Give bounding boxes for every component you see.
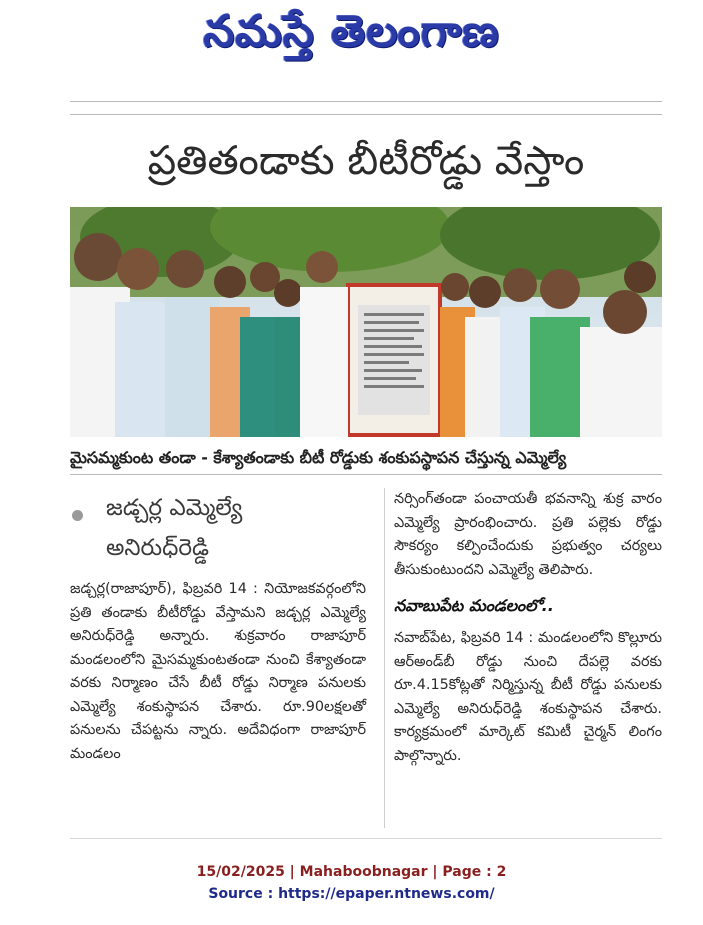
article-paragraph: నవాబ్‌పేట, ఫిబ్రవరి 14 : మండలంలోని కొల్లూరు ఆర్అండ్‌బీ రోడ్డు నుంచి దేపల్లె వరకు రూ.4.15కోట్లతో నిర్మిస్తున్న బీటీ రోడ్డు పనులకు ఎమ్మెల్యే అనిరుధ్‌రెడ్డి శంకుస్థాపన చేశారు. కార్యక్రమంలో మార్కెట్ కమిటీ చైర్మన్ లింగం పాల్గొన్నారు. (394, 630, 662, 764)
masthead (0, 0, 703, 80)
photo-caption: మైసమ్మకుంట తండా - కేశ్యాతండాకు బీటీ రోడ్డుకు శంకుపస్థాపన చేస్తున్న ఎమ్మెల్యే (70, 448, 567, 467)
footer-source-line: Source : https://epaper.ntnews.com/ (208, 886, 495, 902)
article-photo (70, 207, 662, 437)
column-divider (384, 488, 385, 828)
section-subhead: నవాబుపేట మండలంలో.. (394, 596, 554, 615)
article-paragraph: నర్సింగ్‌తండా పంచాయతీ భవనాన్ని శుక్ర వారం ఎమ్మెల్యే ప్రారంభించారు. ప్రతి పల్లెకు రోడ్డు సౌకర్యం కల్పించేందుకు ప్రభుత్వం చర్యలు తీసుకుంటుందని ఎమ్మెల్యే తెలిపారు. (394, 491, 662, 578)
footer-date-line: 15/02/2025 | Mahaboobnagar | Page : 2 (196, 864, 507, 880)
article-headline: ప్రతితండాకు బీటీరోడ్డు వేస్తాం (147, 138, 585, 184)
column-right (394, 488, 662, 768)
article-paragraph: జడ్చర్ల(రాజాపూర్), ఫిబ్రవరి 14 : నియోజకవర్గంలోని ప్రతి తండాకు బీటీరోడ్డు వేస్తామని జడ్చర్ల ఎమ్మెల్యే అనిరుధ్‌రెడ్డి అన్నారు. శుక్రవారం రాజాపూర్ మండలంలోని మైసమ్మకుంటతండా నుంచి కేశ్యాతండా వరకు నిర్మాణం చేసే బీటీ రోడ్డు నిర్మాణ పనులకు ఎమ్మెల్యే శంకుస్థాపన చేశారు. రూ.90లక్షలతో పనులను చేపట్టను న్నారు. అదేవిధంగా రాజాపూర్ మండలం (70, 581, 366, 762)
column-left (70, 488, 366, 766)
caption-rule (70, 474, 662, 475)
header-rule-top (70, 101, 662, 102)
header-rule (70, 114, 662, 115)
byline-title: జడ్చర్ల ఎమ్మెల్యే (106, 495, 243, 521)
byline-name: అనిరుధ్‌రెడ్డి (106, 535, 210, 561)
newspaper-logo: నమస్తే తెలంగాణ (203, 6, 500, 57)
byline-block (70, 488, 366, 578)
footer-rule (70, 838, 662, 839)
bullet-dot-icon (72, 510, 83, 521)
